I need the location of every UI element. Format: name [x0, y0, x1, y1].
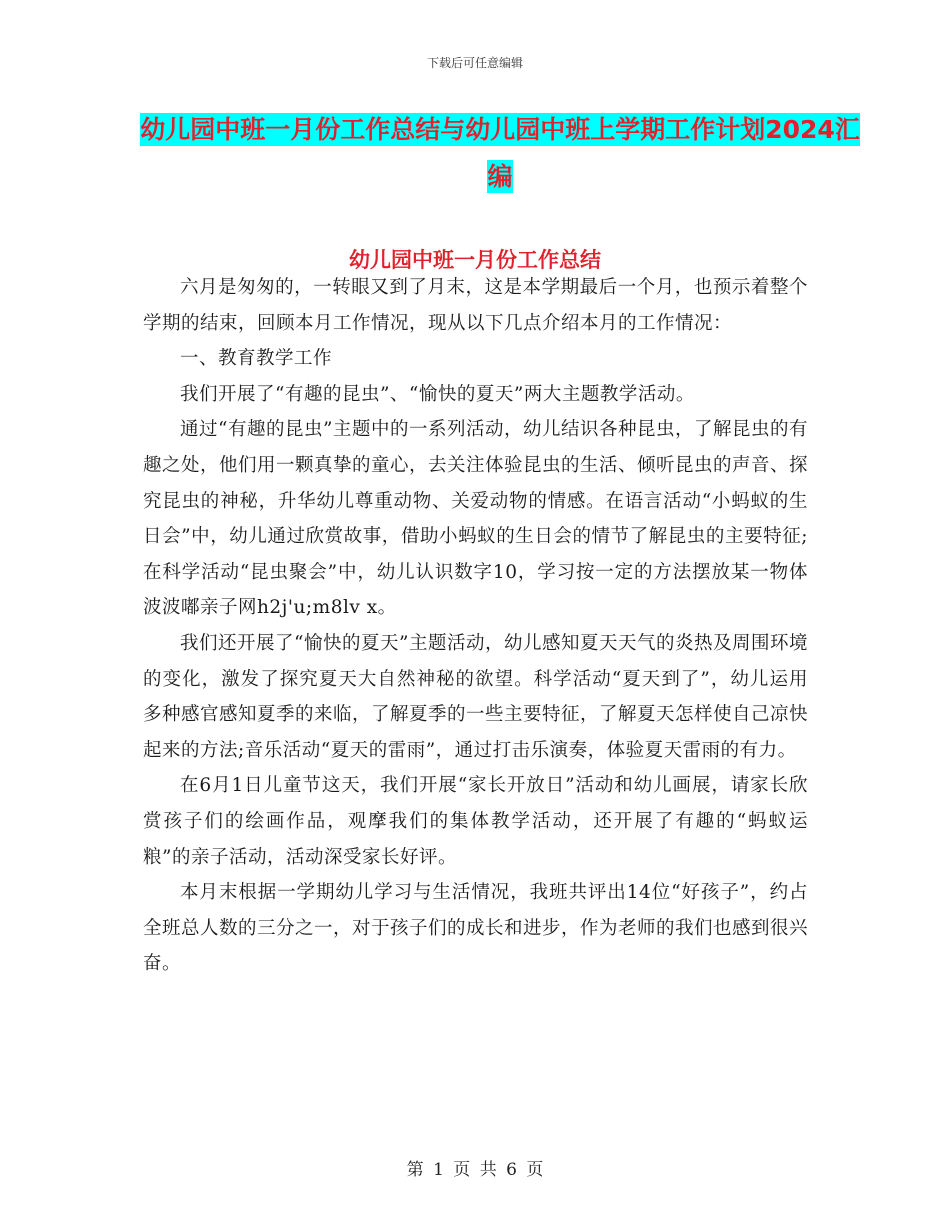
document-title	[140, 106, 860, 200]
paragraph: 本月末根据一学期幼儿学习与生活情况，我班共评出14位“好孩子”，约占全班总人数的三分之一，对于孩子们的成长和进步，作为老师的我们也感到很兴奋。	[143, 882, 809, 975]
paragraph: 六月是匆匆的，一转眼又到了月末，这是本学期最后一个月，也预示着整个学期的结束，回顾本月工作情况，现从以下几点介绍本月的工作情况：	[143, 277, 808, 334]
paragraph: 通过“有趣的昆虫”主题中的一系列活动，幼儿结识各种昆虫，了解昆虫的有趣之处，他们用一颗真挚的童心，去关注体验昆虫的生活、倾听昆虫的声音、探究昆虫的神秘，升华幼儿尊重动物、关爱动物的情感。在语言活动“小蚂蚁的生日会”中，幼儿通过欣赏故事，借助小蚂蚁的生日会的情节了解昆虫的主要特征;在科学活动“昆虫聚会”中，幼儿认识数字10，学习按一定的方法摆放某一物体波波嘟亲子网h2j'u;m8lv x。	[143, 419, 809, 619]
page-number-footer: 第 1 页 共 6 页	[406, 1160, 544, 1180]
document-body	[143, 270, 808, 982]
section-title: 幼儿园中班一月份工作总结	[349, 248, 601, 272]
document-title-text: 幼儿园中班一月份工作总结与幼儿园中班上学期工作计划2024汇编	[140, 115, 860, 191]
section-heading: 一、教育教学工作	[180, 348, 333, 370]
paragraph: 我们还开展了“愉快的夏天”主题活动，幼儿感知夏天天气的炎热及周围环境的变化，激发了探究夏天大自然神秘的欲望。科学活动“夏天到了”，幼儿运用多种感官感知夏季的来临，了解夏季的一些主要特征，了解夏天怎样使自己凉快起来的方法;音乐活动“夏天的雷雨”，通过打击乐演奏，体验夏天雷雨的有力。	[143, 632, 809, 761]
page-header-note: 下载后可任意编辑	[426, 56, 523, 70]
paragraph: 我们开展了“有趣的昆虫”、“愉快的夏天”两大主题教学活动。	[180, 383, 695, 405]
paragraph: 在6月1日儿童节这天，我们开展“家长开放日”活动和幼儿画展，请家长欣赏孩子们的绘画作品，观摩我们的集体教学活动，还开展了有趣的“蚂蚁运粮”的亲子活动，活动深受家长好评。	[143, 775, 808, 868]
